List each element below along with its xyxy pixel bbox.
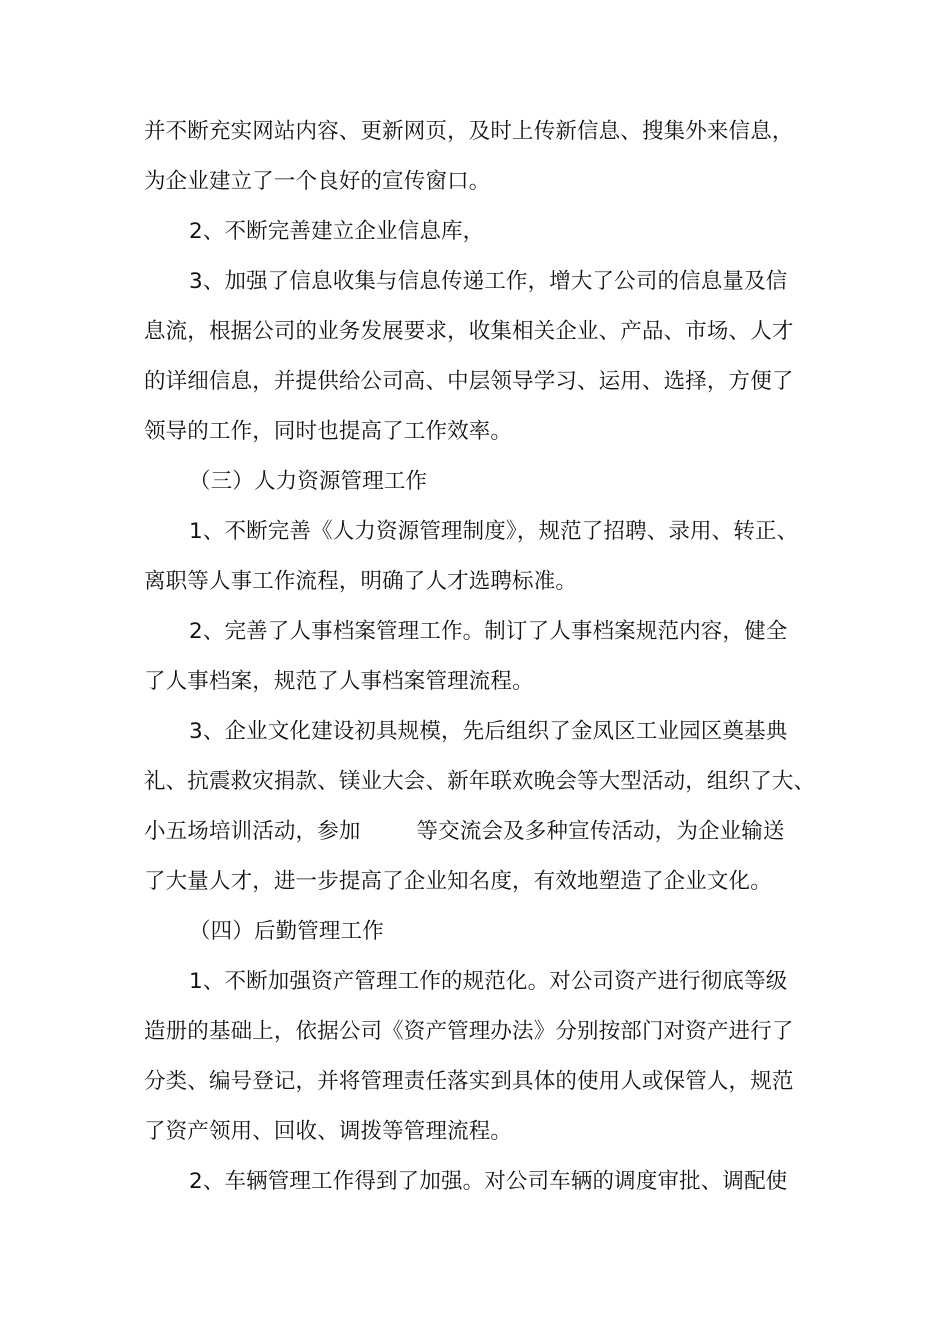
text-line: 2、完善了人事档案管理工作。制订了人事档案规范内容，健全: [189, 619, 788, 644]
text-line: 的详细信息，并提供给公司高、中层领导学习、运用、选择，方便了: [144, 369, 794, 394]
text-segment: 等交流会及多种宣传活动，为企业输送: [416, 819, 785, 844]
text-line: 息流，根据公司的业务发展要求，收集相关企业、产品、市场、人才: [144, 319, 794, 344]
text-line: 2、不断完善建立企业信息库，: [189, 219, 485, 244]
text-line: 了大量人才，进一步提高了企业知名度，有效地塑造了企业文化。: [144, 869, 772, 894]
text-line: 为企业建立了一个良好的宣传窗口。: [144, 169, 491, 194]
text-line: 2、车辆管理工作得到了加强。对公司车辆的调度审批、调配使: [189, 1169, 788, 1194]
text-line: 1、不断完善《人力资源管理制度》，规范了招聘、录用、转正、: [189, 519, 799, 544]
text-segment: 小五场培训活动，参加: [144, 819, 361, 844]
text-line: 礼、抗震救灾捐款、镁业大会、新年联欢晚会等大型活动，组织了大、: [144, 769, 816, 794]
text-line: [0, 815, 950, 849]
text-line: 3、企业文化建设初具规模，先后组织了金凤区工业园区奠基典: [189, 719, 788, 744]
section-heading: （三）人力资源管理工作: [189, 469, 428, 494]
text-line: 1、不断加强资产管理工作的规范化。对公司资产进行彻底等级: [189, 969, 788, 994]
text-line: 了资产领用、回收、调拨等管理流程。: [144, 1119, 513, 1144]
text-line: 了人事档案，规范了人事档案管理流程。: [144, 669, 534, 694]
text-line: 并不断充实网站内容、更新网页，及时上传新信息、搜集外来信息，: [144, 119, 794, 144]
section-heading: （四）后勤管理工作: [189, 919, 384, 944]
text-line: 离职等人事工作流程，明确了人才选聘标准。: [144, 569, 578, 594]
text-line: 造册的基础上，依据公司《资产管理办法》分别按部门对资产进行了: [144, 1019, 794, 1044]
text-line: 领导的工作，同时也提高了工作效率。: [144, 419, 513, 444]
text-line: 分类、编号登记，并将管理责任落实到具体的使用人或保管人，规范: [144, 1069, 794, 1094]
text-line: 3、加强了信息收集与信息传递工作，增大了公司的信息量及信: [189, 269, 788, 294]
